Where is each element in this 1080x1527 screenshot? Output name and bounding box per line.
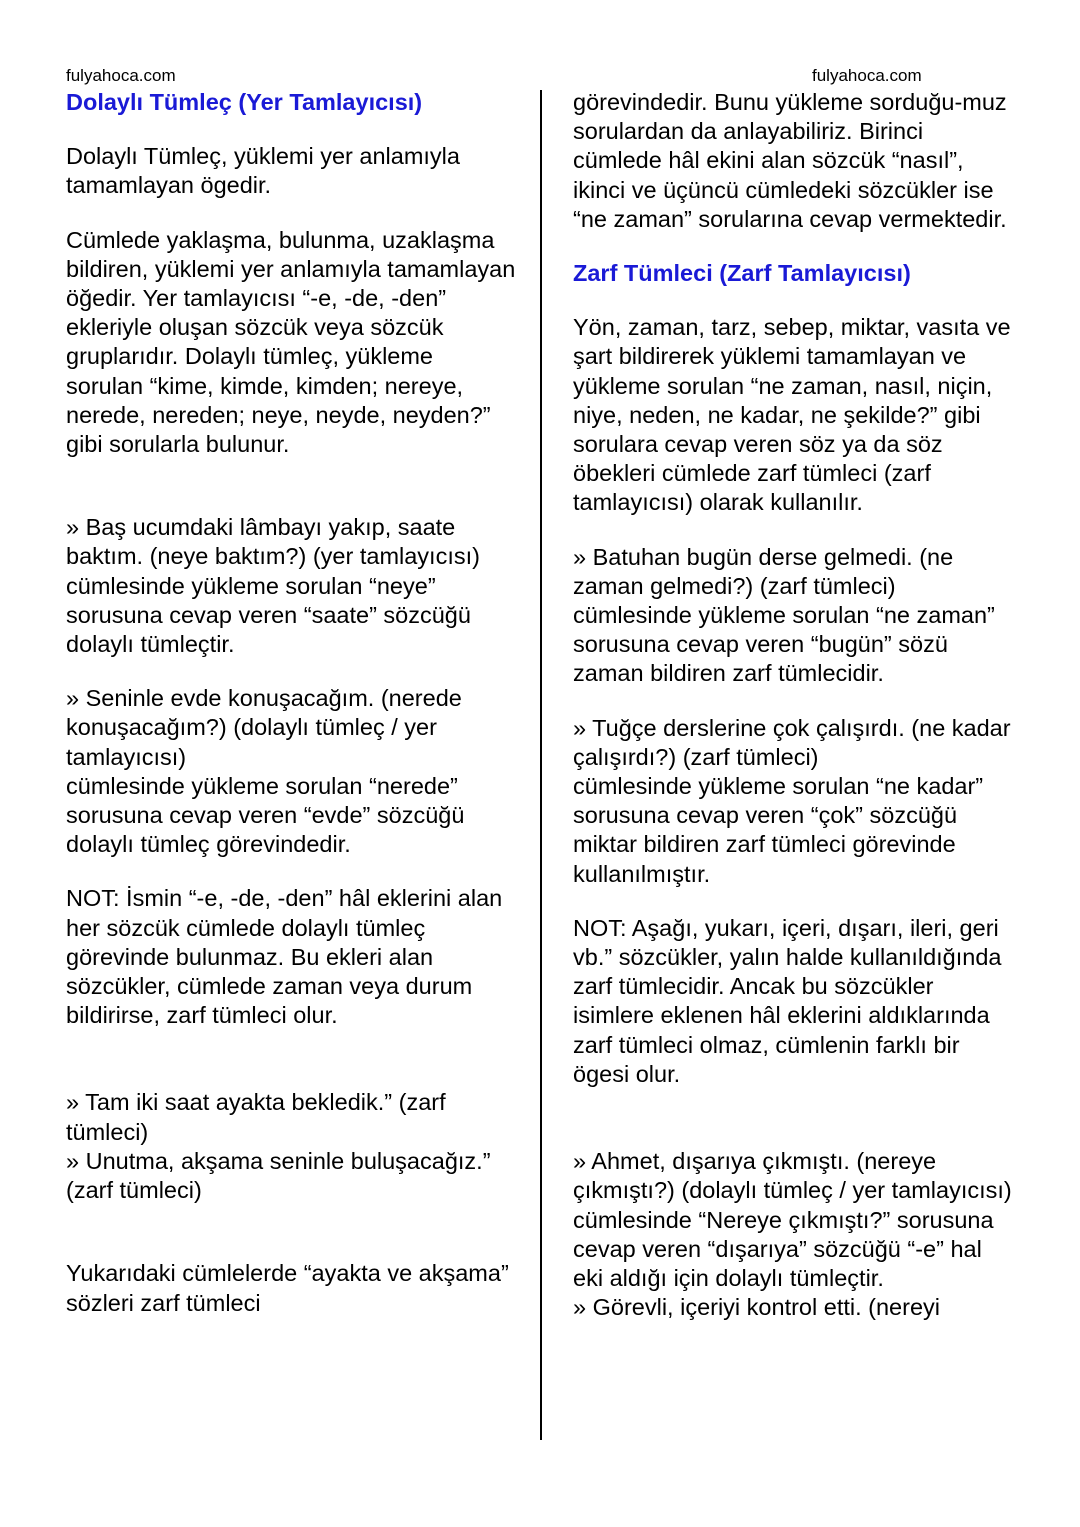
example-sentence: » Unutma, akşama seninle buluşacağız.” (zarf tümleci): [66, 1147, 491, 1204]
note-paragraph: NOT: Aşağı, yukarı, içeri, dışarı, ileri, geri vb.” sözcükler, yalın halde kullanıldığında zarf tümlecidir. Ancak bu sözcükler isimlere eklenen hâl eklerini aldıklarında zarf tümleci olmaz, cümlenin farklı bir ögesi olur.: [573, 914, 1002, 1087]
continuation-paragraph: görevindedir. Bunu yükleme sorduğu-muz sorulardan da anlayabiliriz. Birinci cümlede hâl ekini alan sözcük “nasıl”, ikinci ve üçüncü cümledeki sözcükler ise “ne zaman” sorularına cevap vermektedir.: [573, 89, 1007, 232]
section-heading-indirect-object: Dolaylı Tümleç (Yer Tamlayıcısı): [66, 89, 423, 115]
example-sentence: » Baş ucumdaki lâmbayı yakıp, saate baktım. (neye baktım?) (yer tamlayıcısı): [66, 514, 480, 570]
example-sentence: » Tam iki saat ayakta bekledik.” (zarf tümleci): [66, 1089, 446, 1145]
closing-paragraph: Yukarıdaki cümlelerde “ayakta ve akşama” sözleri zarf tümleci: [66, 1260, 509, 1316]
example-sentence: » Görevli, içeriyi kontrol etti. (nereyi: [573, 1294, 940, 1321]
example-explanation: cümlesinde yükleme sorulan “nerede” sorusuna cevap veren “evde” sözcüğü dolaylı tümleç görevindedir.: [66, 772, 465, 858]
description-paragraph: Cümlede yaklaşma, bulunma, uzaklaşma bildiren, yüklemi yer anlamıyla tamamlayan öğedir. Yer tamlayıcısı “-e, -de, -den” ekleriyle oluşan sözcük veya sözcük gruplarıdır. Dolaylı tümleç, yükleme sorulan “kime, kimde, kimden; nereye, nerede, nereden; neye, neyde, neyden?” gibi sorularla bulunur.: [66, 226, 516, 458]
definition-paragraph: Yön, zaman, tarz, sebep, miktar, vasıta ve şart bildirerek yüklemi tamamlayan ve yükleme sorulan “ne zaman, nasıl, niçin, niye, neden, ne kadar, ne şekilde?” gibi sorulara cevap veren söz ya da söz öbekleri cümlede zarf tümleci (zarf tamlayıcısı) olarak kullanılır.: [573, 314, 1011, 516]
site-url-right: fulyahoca.com: [812, 66, 922, 85]
column-divider: [540, 90, 542, 1440]
example-explanation: cümlesinde yükleme sorulan “neye” sorusuna cevap veren “saate” sözcüğü dolaylı tümleçtir.: [66, 572, 471, 658]
definition-paragraph: Dolaylı Tümleç, yüklemi yer anlamıyla tamamlayan ögedir.: [66, 143, 460, 199]
note-paragraph: NOT: İsmin “-e, -de, -den” hâl eklerini alan her sözcük cümlede dolaylı tümleç görevinde bulunmaz. Bu ekleri alan sözcükler, cümlede zaman veya durum bildirirse, zarf tümleci olur.: [66, 885, 503, 1029]
example-explanation: cümlesinde “Nereye çıkmıştı?” sorusuna cevap veren “dışarıya” sözcüğü “-e” hal eki aldığı için dolaylı tümleçtir.: [573, 1206, 994, 1291]
example-sentence: » Batuhan bugün derse gelmedi. (ne zaman gelmedi?) (zarf tümleci): [573, 543, 954, 599]
right-column: [573, 88, 1018, 1322]
example-sentence: » Ahmet, dışarıya çıkmıştı. (nereye çıkmıştı?) (dolaylı tümleç / yer tamlayıcısı): [573, 1148, 1012, 1204]
left-column: [66, 88, 516, 1318]
example-sentence: » Tuğçe derslerine çok çalışırdı. (ne kadar çalışırdı?) (zarf tümleci): [573, 714, 1011, 770]
example-explanation: cümlesinde yükleme sorulan “ne zaman” sorusuna cevap veren “bugün” sözü zaman bildiren zarf tümlecidir.: [573, 602, 995, 687]
example-sentence: » Seninle evde konuşacağım. (nerede konuşacağım?) (dolaylı tümleç / yer tamlayıcısı): [66, 685, 462, 770]
section-heading-adverbial: Zarf Tümleci (Zarf Tamlayıcısı): [573, 260, 911, 287]
example-explanation: cümlesinde yükleme sorulan “ne kadar” sorusuna cevap veren “çok” sözcüğü miktar bildiren zarf tümleci görevinde kullanılmıştır.: [573, 773, 984, 887]
site-url-left: fulyahoca.com: [66, 66, 176, 85]
